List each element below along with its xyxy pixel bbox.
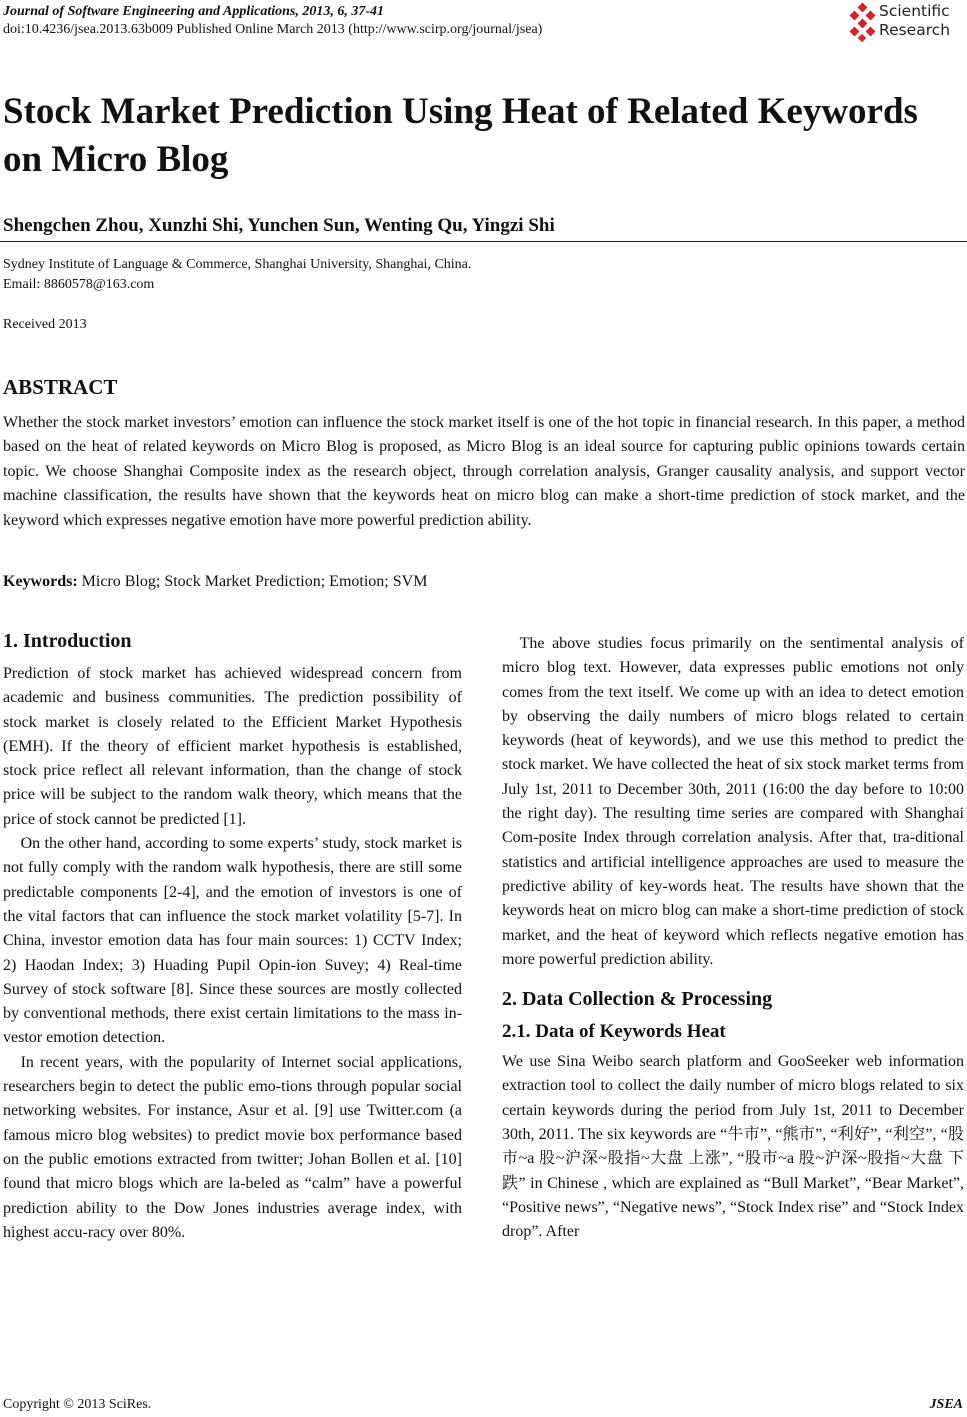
doi-line: doi:10.4236/jsea.2013.63b009 Published Online March 2013 (http://www.scirp.org/journal/jsea) <box>3 22 543 37</box>
paper-title: Stock Market Prediction Using Heat of Related Keywords on Micro Blog <box>3 91 918 180</box>
email: Email: 8860578@163.com <box>3 277 155 292</box>
intro-paragraph-2: On the other hand, according to some experts’ study, stock market is not fully comply with the random walk hypothesis, there are still some predictable components [2-4], and the emotion of investors is one of the vital factors that can influence the stock market volatility [5-7]. In China, investor emotion data has four main sources: 1) CCTV Index; 2) Haodan Index; 3) Huading Pupil Opin-ion Suvey; 4) Real-time Survey of stock software [8]. Since these sources are mostly collected by conventional methods, there exist certain limitations to the mass in-vestor emotion detection. <box>3 835 462 1047</box>
keywords-list: Micro Blog; Stock Market Prediction; Emotion; SVM <box>77 573 428 590</box>
intro-paragraph-1: Prediction of stock market has achieved widespread concern from academic and business communities. The prediction possibility of stock market is closely related to the Efficient Market Hypothesis (EMH). If the theory of efficient market hypothesis is established, stock price reflect all relevant information, than the change of stock price will be subject to the random walk theory, which means that the price of stock cannot be predicted [1]. <box>3 665 462 828</box>
keywords-label: Keywords: <box>3 573 78 590</box>
journal-citation <box>3 3 384 21</box>
left-column <box>3 628 462 1245</box>
footer-copyright: Copyright © 2013 SciRes. <box>3 1397 152 1412</box>
footer-journal-abbr: JSEA <box>929 1397 963 1412</box>
received-date: Received 2013 <box>3 317 87 332</box>
data-paragraph-1: We use Sina Weibo search platform and GooSeeker web information extraction tool to collect the daily number of micro blogs related to six certain keywords during the period from July 1st, 2011 to December 30th, 2011. The six keywords are “牛市”, “熊市”, “利好”, “利空”, “股市~a 股~沪深~股指~大盘 上涨”, “股市~a 股~沪深~股指~大盘 下跌” in Chinese , which are explained as “Bull Market”, “Bear Market”, “Positive news”, “Negative news”, “Stock Index rise” and “Stock Index drop”. After <box>502 1053 964 1241</box>
section-heading-introduction: 1. Introduction <box>3 630 132 652</box>
logo-line-2: Research <box>879 21 951 39</box>
abstract-text: Whether the stock market investors’ emotion can influence the stock market itself is one of the hot topic in financial research. In this paper, a method based on the heat of related keywords on Micro Blog is proposed, as Micro Blog is an ideal source for capturing public opinions towards certain topic. We choose Shanghai Composite index as the research object, through correlation analysis, Granger causality analysis, and support vector machine classification, the results have shown that the keywords heat on micro blog can make a short-time prediction of stock market, and the keyword which expresses negative emotion have more powerful prediction ability. <box>3 414 965 529</box>
journal-volume-pages: , 2013, 6, 37-41 <box>295 4 385 19</box>
logo-line-1: Scientific <box>879 2 950 20</box>
title-divider <box>0 241 967 242</box>
publisher-logo[interactable] <box>848 2 966 44</box>
scientific-research-logo-icon <box>848 2 878 44</box>
paper-authors: Shengchen Zhou, Xunzhi Shi, Yunchen Sun, Wenting Qu, Yingzi Shi <box>3 215 555 236</box>
subsection-heading-keywords-heat: 2.1. Data of Keywords Heat <box>502 1021 726 1043</box>
section-heading-data-collection: 2. Data Collection & Processing <box>502 988 773 1011</box>
logo-wordmark <box>879 2 950 40</box>
journal-name: Journal of Software Engineering and Applications <box>3 4 296 19</box>
keywords-line <box>3 571 427 593</box>
intro-paragraph-3: In recent years, with the popularity of Internet social applications, researchers begin to detect the public emo-tions through popular social networking websites. For instance, Asur et al. [9] use Twitter.com (a famous micro blog websites) to predict movie box performance based on the public emotions extracted from twitter; Johan Bollen et al. [10] found that micro blogs which are la-beled as “calm” have a powerful prediction ability to the Dow Jones industries average index, with highest accu-racy over 80%. <box>3 1053 462 1241</box>
right-column <box>502 632 964 1245</box>
abstract-heading: ABSTRACT <box>3 375 118 399</box>
affiliation: Sydney Institute of Language & Commerce, Shanghai University, Shanghai, China. <box>3 257 472 272</box>
intro-paragraph-4: The above studies focus primarily on the sentimental analysis of micro blog text. However, data expresses public emotions not only comes from the text itself. We come up with an idea to detect emotion by observing the daily numbers of micro blogs related to certain keywords (heat of keywords), and we use this method to predict the stock market. We have collected the heat of six stock market terms from July 1st, 2011 to December 30th, 2011 (16:00 the day before to 10:00 the right day). The resulting time series are compared with Shanghai Com-posite Index through correlation analysis. After that, tra-ditional statistics and artificial intelligence approaches are used to measure the predictive ability of key-words heat. The results have shown that the keywords heat on micro blog can make a short-time prediction of stock market, and the heat of keyword which reflects negative emotion has more powerful prediction ability. <box>502 635 964 968</box>
